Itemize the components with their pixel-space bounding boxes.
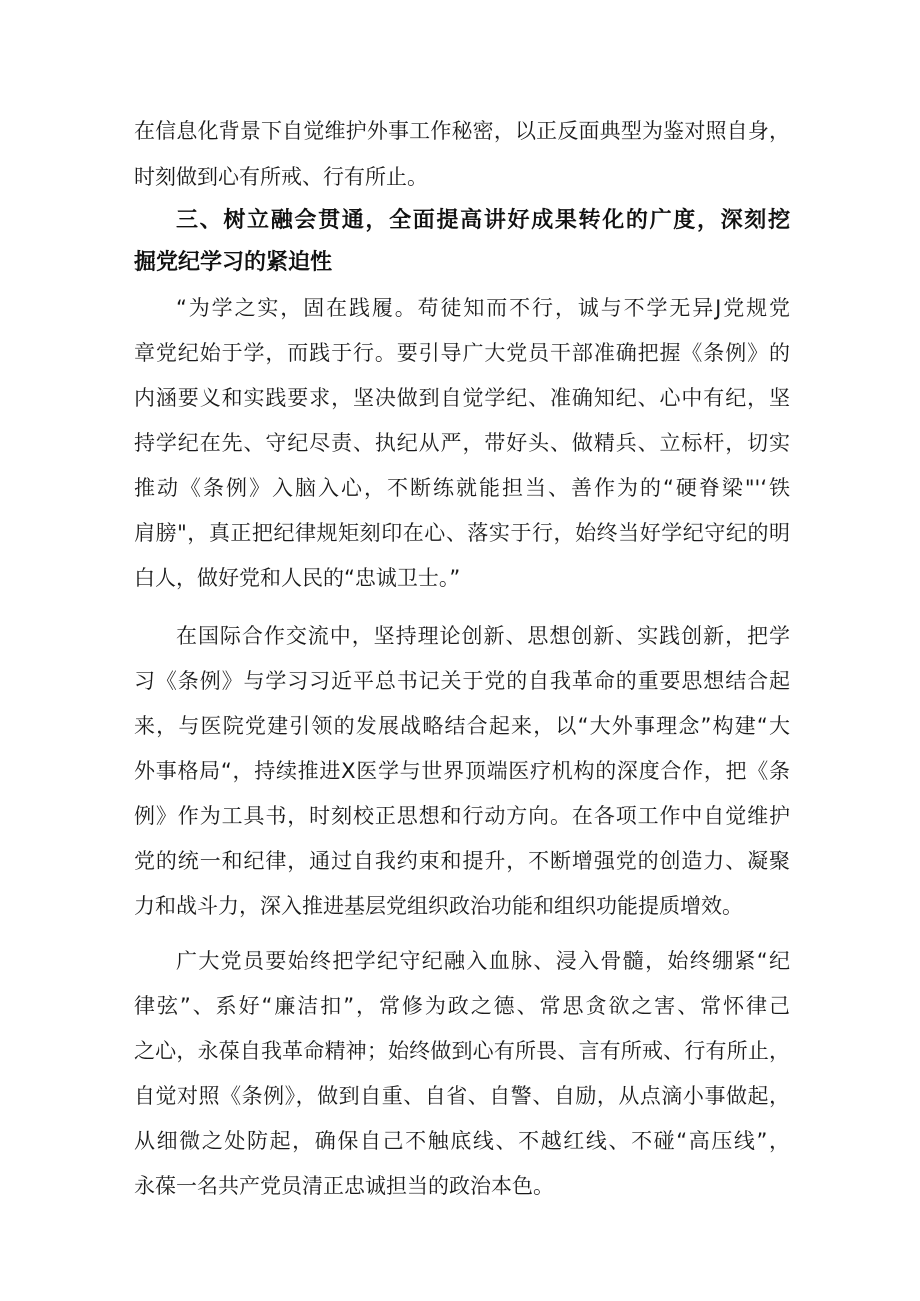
section-heading: 掘党纪学习的紧迫性	[134, 250, 333, 275]
intro-line: 时刻做到心有所戒、行有所止。	[134, 165, 428, 189]
paragraph-line: 律弦”、系好“廉洁扣”，常修为政之德、常思贪欲之害、常怀律己	[134, 994, 790, 1018]
intro-line: 在信息化背景下自觉维护外事工作秘密，以正反面典型为鉴对照自身，	[134, 119, 790, 143]
paragraph-line: 章党纪始于学，而践于行。要引导广大党员干部准确把握《条例》的	[134, 341, 790, 365]
paragraph-line: 推动《条例》入脑入心，不断练就能担当、善作为的“硬脊梁"'‘铁	[134, 476, 790, 500]
paragraph-line: 内涵要义和实践要求，坚决做到自觉学纪、准确知纪、心中有纪，坚	[134, 386, 790, 410]
paragraph-line: 从细微之处防起，确保自己不触底线、不越红线、不碰“高压线”，	[134, 1129, 790, 1153]
paragraph-line: 例》作为工具书，时刻校正思想和行动方向。在各项工作中自觉维护	[134, 804, 790, 828]
paragraph-line: 持学纪在先、守纪尽责、执纪从严，带好头、做精兵、立标杆，切实	[134, 431, 790, 455]
paragraph-line: 来，与医院党建引领的发展战略结合起来，以“大外事理念”构建“大	[134, 714, 790, 738]
paragraph-line: 习《条例》与学习习近平总书记关于党的自我革命的重要思想结合起	[134, 669, 790, 693]
paragraph-line: “为学之实，固在践履。苟徒知而不行，诚与不学无异J党规党	[176, 296, 790, 320]
paragraph-line: 永葆一名共产党员清正忠诚担当的政治本色。	[134, 1174, 554, 1198]
paragraph-line: 白人，做好党和人民的“忠诚卫士。”	[134, 566, 461, 590]
paragraph-line: 外事格局“，持续推进X医学与世界顶端医疗机构的深度合作，把《条	[134, 759, 790, 783]
paragraph-line: 之心，永葆自我革命精神；始终做到心有所畏、言有所戒、行有所止，	[134, 1039, 790, 1063]
paragraph-line: 力和战斗力，深入推进基层党组织政治功能和组织功能提质增效。	[134, 894, 743, 918]
section-heading: 三、树立融会贯通，全面提高讲好成果转化的广度，深刻挖	[176, 208, 790, 233]
paragraph-line: 广大党员要始终把学纪守纪融入血脉、浸入骨髓，始终绷紧“纪	[176, 949, 790, 973]
paragraph-line: 党的统一和纪律，通过自我约束和提升，不断增强党的创造力、凝聚	[134, 849, 790, 873]
paragraph-line: 自觉对照《条例》，做到自重、自省、自警、自励，从点滴小事做起，	[134, 1084, 790, 1108]
paragraph-line: 肩膀"，真正把纪律规矩刻印在心、落实于行，始终当好学纪守纪的明	[134, 521, 790, 545]
paragraph-line: 在国际合作交流中，坚持理论创新、思想创新、实践创新，把学	[176, 624, 790, 648]
